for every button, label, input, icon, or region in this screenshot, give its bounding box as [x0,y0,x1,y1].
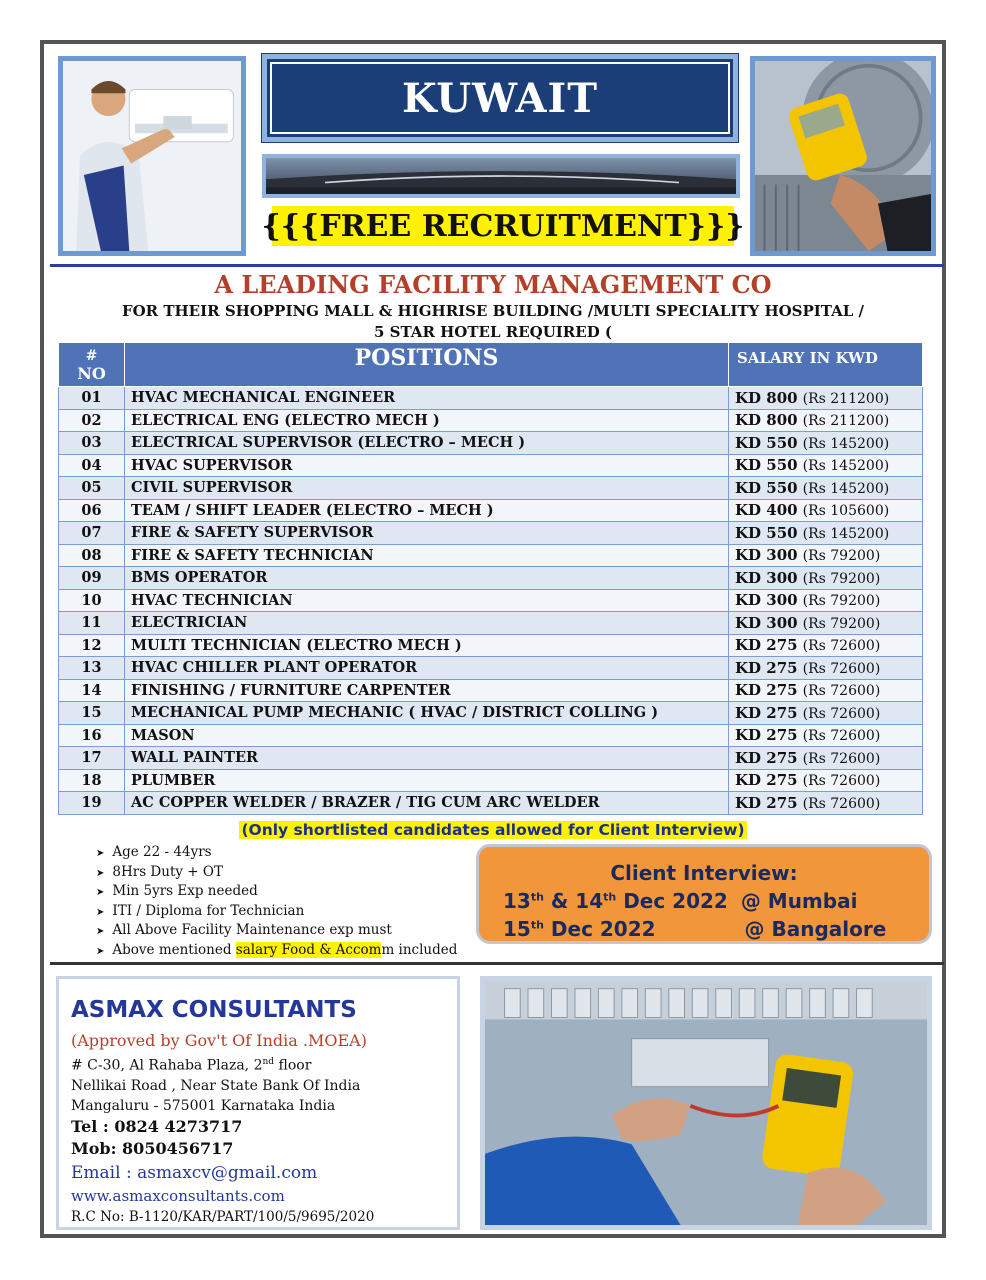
req-duty: ➤ 8Hrs Duty + OT [96,863,223,880]
row-number: 05 [59,477,125,500]
salary-kd: KD 275 [735,771,798,790]
row-position: CIVIL SUPERVISOR [125,477,729,500]
table-row [59,499,923,522]
consultant-approval: (Approved by Gov't Of India .MOEA) [71,1031,367,1050]
table-row [59,544,923,567]
row-position: FINISHING / FURNITURE CARPENTER [125,679,729,702]
company-subtitle-line1: FOR THEIR SHOPPING MALL & HIGHRISE BUILDING /MULTI SPECIALITY HOSPITAL / [121,302,865,320]
row-salary [729,657,923,680]
arrow-bullet-icon: ➤ [96,887,105,898]
free-recruitment-banner: {{{FREE RECRUITMENT}}} [272,206,734,246]
row-number: 18 [59,769,125,792]
row-position: HVAC MECHANICAL ENGINEER [125,387,729,410]
row-salary [729,792,923,815]
salary-kd: KD 550 [735,433,798,452]
row-number: 12 [59,634,125,657]
consultant-address-box [56,976,460,1230]
col-header-salary: SALARY IN KWD [729,343,923,387]
salary-rs: (Rs 72600) [802,728,881,745]
salary-rs: (Rs 105600) [802,503,890,520]
row-number: 01 [59,387,125,410]
row-position: FIRE & SAFETY TECHNICIAN [125,544,729,567]
salary-kd: KD 800 [735,388,798,407]
arrow-bullet-icon: ➤ [96,906,105,918]
salary-kd: KD 550 [735,478,798,497]
interview-bangalore: 15th Dec 2022 @ Bangalore [503,917,887,941]
salary-rs: (Rs 72600) [802,660,881,677]
row-position: AC COPPER WELDER / BRAZER / TIG CUM ARC WELDER [125,792,729,815]
salary-rs: (Rs 211200) [802,413,890,430]
row-number: 15 [59,702,125,725]
row-position: ELECTRICAL ENG (ELECTRO MECH ) [125,409,729,432]
req-iti: ➤ ITI / Diploma for Technician [96,902,305,919]
row-number: 02 [59,409,125,432]
row-position: ELECTRICAL SUPERVISOR (ELECTRO – MECH ) [125,432,729,455]
salary-kd: KD 300 [735,568,798,587]
salary-kd: KD 400 [735,501,798,520]
row-salary [729,522,923,545]
col-header-no-hash: # [85,347,98,364]
row-salary [729,724,923,747]
row-number: 03 [59,432,125,455]
row-salary [729,409,923,432]
req-exp: ➤ Min 5yrs Exp needed [96,883,258,899]
row-position: ELECTRICIAN [125,612,729,635]
header-divider [50,264,944,267]
row-position: MECHANICAL PUMP MECHANIC ( HVAC / DISTRICT COLLING ) [125,702,729,725]
row-number: 17 [59,747,125,770]
salary-rs: (Rs 72600) [802,683,881,700]
req-facility: ➤ All Above Facility Maintenance exp must [96,922,392,938]
table-row [59,747,923,770]
req-age: ➤ Age 22 - 44yrs [96,844,212,860]
salary-kd: KD 300 [735,613,798,632]
email-line: Email : asmaxcv@gmail.com [71,1162,318,1183]
col-header-no [59,343,125,387]
arrow-bullet-icon: ➤ [96,945,105,957]
row-salary [729,454,923,477]
row-position: FIRE & SAFETY SUPERVISOR [125,522,729,545]
shortlist-note-text: (Only shortlisted candidates allowed for Client Interview) [241,821,745,839]
salary-kd: KD 800 [735,411,798,430]
salary-rs: (Rs 211200) [802,390,890,407]
row-number: 07 [59,522,125,545]
address-line3: Mangaluru - 575001 Karnataka India [71,1097,336,1114]
arrow-bullet-icon: ➤ [96,926,105,937]
telephone: Tel : 0824 4273717 [71,1116,243,1136]
table-row [59,409,923,432]
salary-kd: KD 300 [735,591,798,610]
row-position: TEAM / SHIFT LEADER (ELECTRO – MECH ) [125,499,729,522]
salary-kd: KD 550 [735,456,798,475]
email-link[interactable]: asmaxcv@gmail.com [137,1162,318,1183]
footer-divider [50,962,944,965]
salary-kd: KD 275 [735,636,798,655]
mobile: Mob: 8050456717 [71,1138,234,1158]
row-salary [729,634,923,657]
salary-kd: KD 550 [735,523,798,542]
row-position: HVAC TECHNICIAN [125,589,729,612]
salary-rs: (Rs 145200) [802,525,890,542]
interview-mumbai: 13th & 14th Dec 2022 @ Mumbai [503,889,858,913]
table-row [59,724,923,747]
company-subtitle-line2: 5 STAR HOTEL REQUIRED ( [373,323,613,341]
row-salary [729,567,923,590]
salary-rs: (Rs 79200) [802,548,881,565]
row-position: PLUMBER [125,769,729,792]
row-salary [729,499,923,522]
interview-title: Client Interview: [610,861,798,885]
table-row [59,657,923,680]
salary-kd: KD 275 [735,658,798,677]
row-position: BMS OPERATOR [125,567,729,590]
row-number: 11 [59,612,125,635]
requirements-list [96,844,457,961]
row-salary [729,769,923,792]
salary-kd: KD 275 [735,748,798,767]
req-salary: ➤ Above mentioned salary Food & Accomm included [96,941,458,958]
row-number: 06 [59,499,125,522]
row-salary [729,702,923,725]
country-title: KUWAIT [401,74,599,122]
row-position: MULTI TECHNICIAN (ELECTRO MECH ) [125,634,729,657]
table-row [59,792,923,815]
salary-rs: (Rs 145200) [802,480,890,497]
salary-kd: KD 275 [735,726,798,745]
row-salary [729,589,923,612]
website-link[interactable]: www.asmaxconsultants.com [71,1186,285,1205]
table-row [59,612,923,635]
salary-rs: (Rs 72600) [802,795,881,812]
salary-kd: KD 300 [735,546,798,565]
arrow-bullet-icon: ➤ [96,867,105,879]
salary-kd: KD 275 [735,703,798,722]
row-salary [729,432,923,455]
multimeter-ac-photo [750,56,936,256]
row-position: HVAC CHILLER PLANT OPERATOR [125,657,729,680]
table-row [59,454,923,477]
table-row [59,589,923,612]
salary-rs: (Rs 79200) [802,615,881,632]
salary-rs: (Rs 72600) [802,638,881,655]
table-row [59,387,923,410]
row-salary [729,544,923,567]
table-row [59,679,923,702]
salary-rs: (Rs 79200) [802,570,881,587]
client-interview-box [476,844,932,944]
company-title: A LEADING FACILITY MANAGEMENT CO [214,270,772,299]
salary-rs: (Rs 145200) [802,458,890,475]
row-salary [729,747,923,770]
flyer [40,40,946,1238]
row-number: 04 [59,454,125,477]
row-position: HVAC SUPERVISOR [125,454,729,477]
col-header-positions: POSITIONS [125,343,729,387]
table-row [59,567,923,590]
country-title-box [262,54,738,142]
table-row [59,769,923,792]
salary-rs: (Rs 72600) [802,773,881,790]
col-header-no-label: NO [77,363,106,383]
address-line2: Nellikai Road , Near State Bank Of India [71,1077,361,1094]
ac-technician-photo [58,56,246,256]
salary-rs: (Rs 145200) [802,435,890,452]
row-number: 10 [59,589,125,612]
row-salary [729,477,923,500]
row-position: WALL PAINTER [125,747,729,770]
row-number: 16 [59,724,125,747]
row-salary [729,387,923,410]
table-row [59,522,923,545]
salary-rs: (Rs 72600) [802,750,881,767]
table-row [59,432,923,455]
row-number: 09 [59,567,125,590]
row-number: 14 [59,679,125,702]
row-number: 13 [59,657,125,680]
row-salary [729,679,923,702]
positions-table [58,342,923,815]
row-salary [729,612,923,635]
salary-rs: (Rs 72600) [802,705,881,722]
shortlist-note [44,820,942,839]
row-number: 08 [59,544,125,567]
consultant-name: ASMAX CONSULTANTS [71,997,357,1023]
electrician-panel-photo [480,976,932,1230]
table-row [59,634,923,657]
arrow-bullet-icon: ➤ [96,848,105,859]
building-banner-image [262,154,740,198]
salary-kd: KD 275 [735,681,798,700]
registration-number: R.C No: B-1120/KAR/PART/100/5/9695/2020 [71,1208,375,1225]
address-line1: # C-30, Al Rahaba Plaza, 2nd floor [71,1057,312,1074]
salary-kd: KD 275 [735,793,798,812]
table-row [59,477,923,500]
row-position: MASON [125,724,729,747]
row-number: 19 [59,792,125,815]
salary-rs: (Rs 79200) [802,593,881,610]
table-row [59,702,923,725]
